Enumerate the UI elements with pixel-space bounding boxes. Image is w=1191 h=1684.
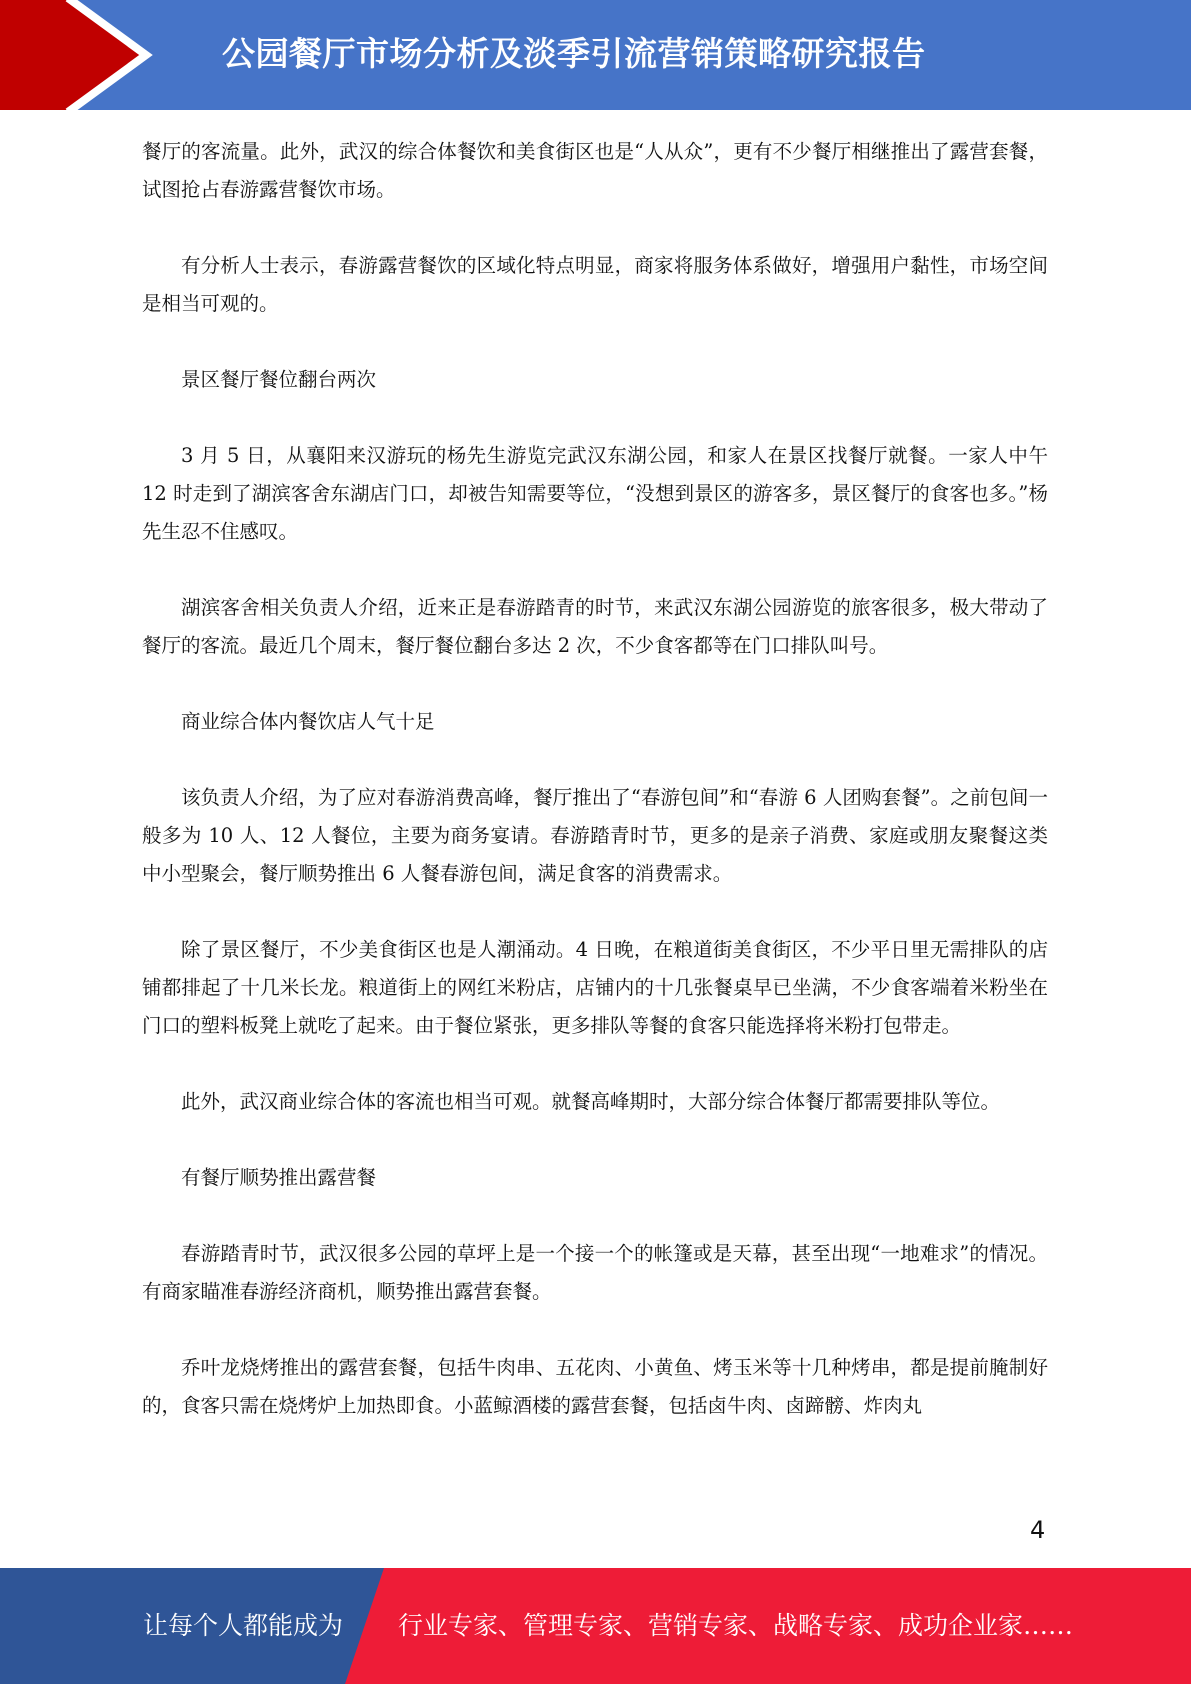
- paragraph: 湖滨客舍相关负责人介绍，近来正是春游踏青的时节，来武汉东湖公园游览的旅客很多，极大带动了餐厅的客流。最近几个周末，餐厅餐位翻台多达 2 次，不少食客都等在门口排队叫号。: [142, 596, 1048, 657]
- footer-slogan-left: 让每个人都能成为: [143, 1611, 344, 1640]
- paragraph: 餐厅的客流量。此外，武汉的综合体餐饮和美食街区也是“人从众”，更有不少餐厅相继推出了露营套餐，试图抢占春游露营餐饮市场。: [142, 140, 1048, 201]
- red-chevron: [0, 0, 148, 110]
- footer-slogan-right: 行业专家、管理专家、营销专家、战略专家、成功企业家……: [398, 1611, 1074, 1640]
- document-title: 公园餐厅市场分析及淡季引流营销策略研究报告: [222, 34, 926, 73]
- section-subheading: 景区餐厅餐位翻台两次: [181, 368, 377, 391]
- page-header: [0, 0, 1191, 110]
- page-number: 4: [1030, 1516, 1046, 1544]
- paragraph: 春游踏青时节，武汉很多公园的草坪上是一个接一个的帐篷或是天幕，甚至出现“一地难求”的情况。有商家瞄准春游经济商机，顺势推出露营套餐。: [142, 1242, 1048, 1303]
- paragraph: 该负责人介绍，为了应对春游消费高峰，餐厅推出了“春游包间”和“春游 6 人团购套餐”。之前包间一般多为 10 人、12 人餐位，主要为商务宴请。春游踏青时节，更多的是亲子消费、家庭或朋友聚餐这类中小型聚会，餐厅顺势推出 6 人餐春游包间，满足食客的消费需求。: [142, 786, 1048, 885]
- paragraph: 乔叶龙烧烤推出的露营套餐，包括牛肉串、五花肉、小黄鱼、烤玉米等十几种烤串，都是提前腌制好的，食客只需在烧烤炉上加热即食。小蓝鲸酒楼的露营套餐，包括卤牛肉、卤蹄髈、炸肉丸: [142, 1356, 1048, 1417]
- section-subheading: 商业综合体内餐饮店人气十足: [181, 710, 435, 733]
- paragraph: 有分析人士表示，春游露营餐饮的区域化特点明显，商家将服务体系做好，增强用户黏性，市场空间是相当可观的。: [142, 254, 1048, 315]
- section-subheading: 有餐厅顺势推出露营餐: [181, 1166, 377, 1189]
- paragraph: 3 月 5 日，从襄阳来汉游玩的杨先生游览完武汉东湖公园，和家人在景区找餐厅就餐。一家人中午 12 时走到了湖滨客舍东湖店门口，却被告知需要等位，“没想到景区的游客多，景区餐厅的食客也多。”杨先生忍不住感叹。: [142, 444, 1048, 543]
- paragraph: 此外，武汉商业综合体的客流也相当可观。就餐高峰期时，大部分综合体餐厅都需要排队等位。: [181, 1090, 1001, 1113]
- document-body: [142, 133, 1048, 1463]
- header-chevron-decoration: [0, 0, 200, 110]
- page-footer: [0, 1568, 1191, 1684]
- paragraph: 除了景区餐厅，不少美食街区也是人潮涌动。4 日晚，在粮道街美食街区，不少平日里无需排队的店铺都排起了十几米长龙。粮道街上的网红米粉店，店铺内的十几张餐桌早已坐满，不少食客端着米粉坐在门口的塑料板凳上就吃了起来。由于餐位紧张，更多排队等餐的食客只能选择将米粉打包带走。: [142, 938, 1048, 1037]
